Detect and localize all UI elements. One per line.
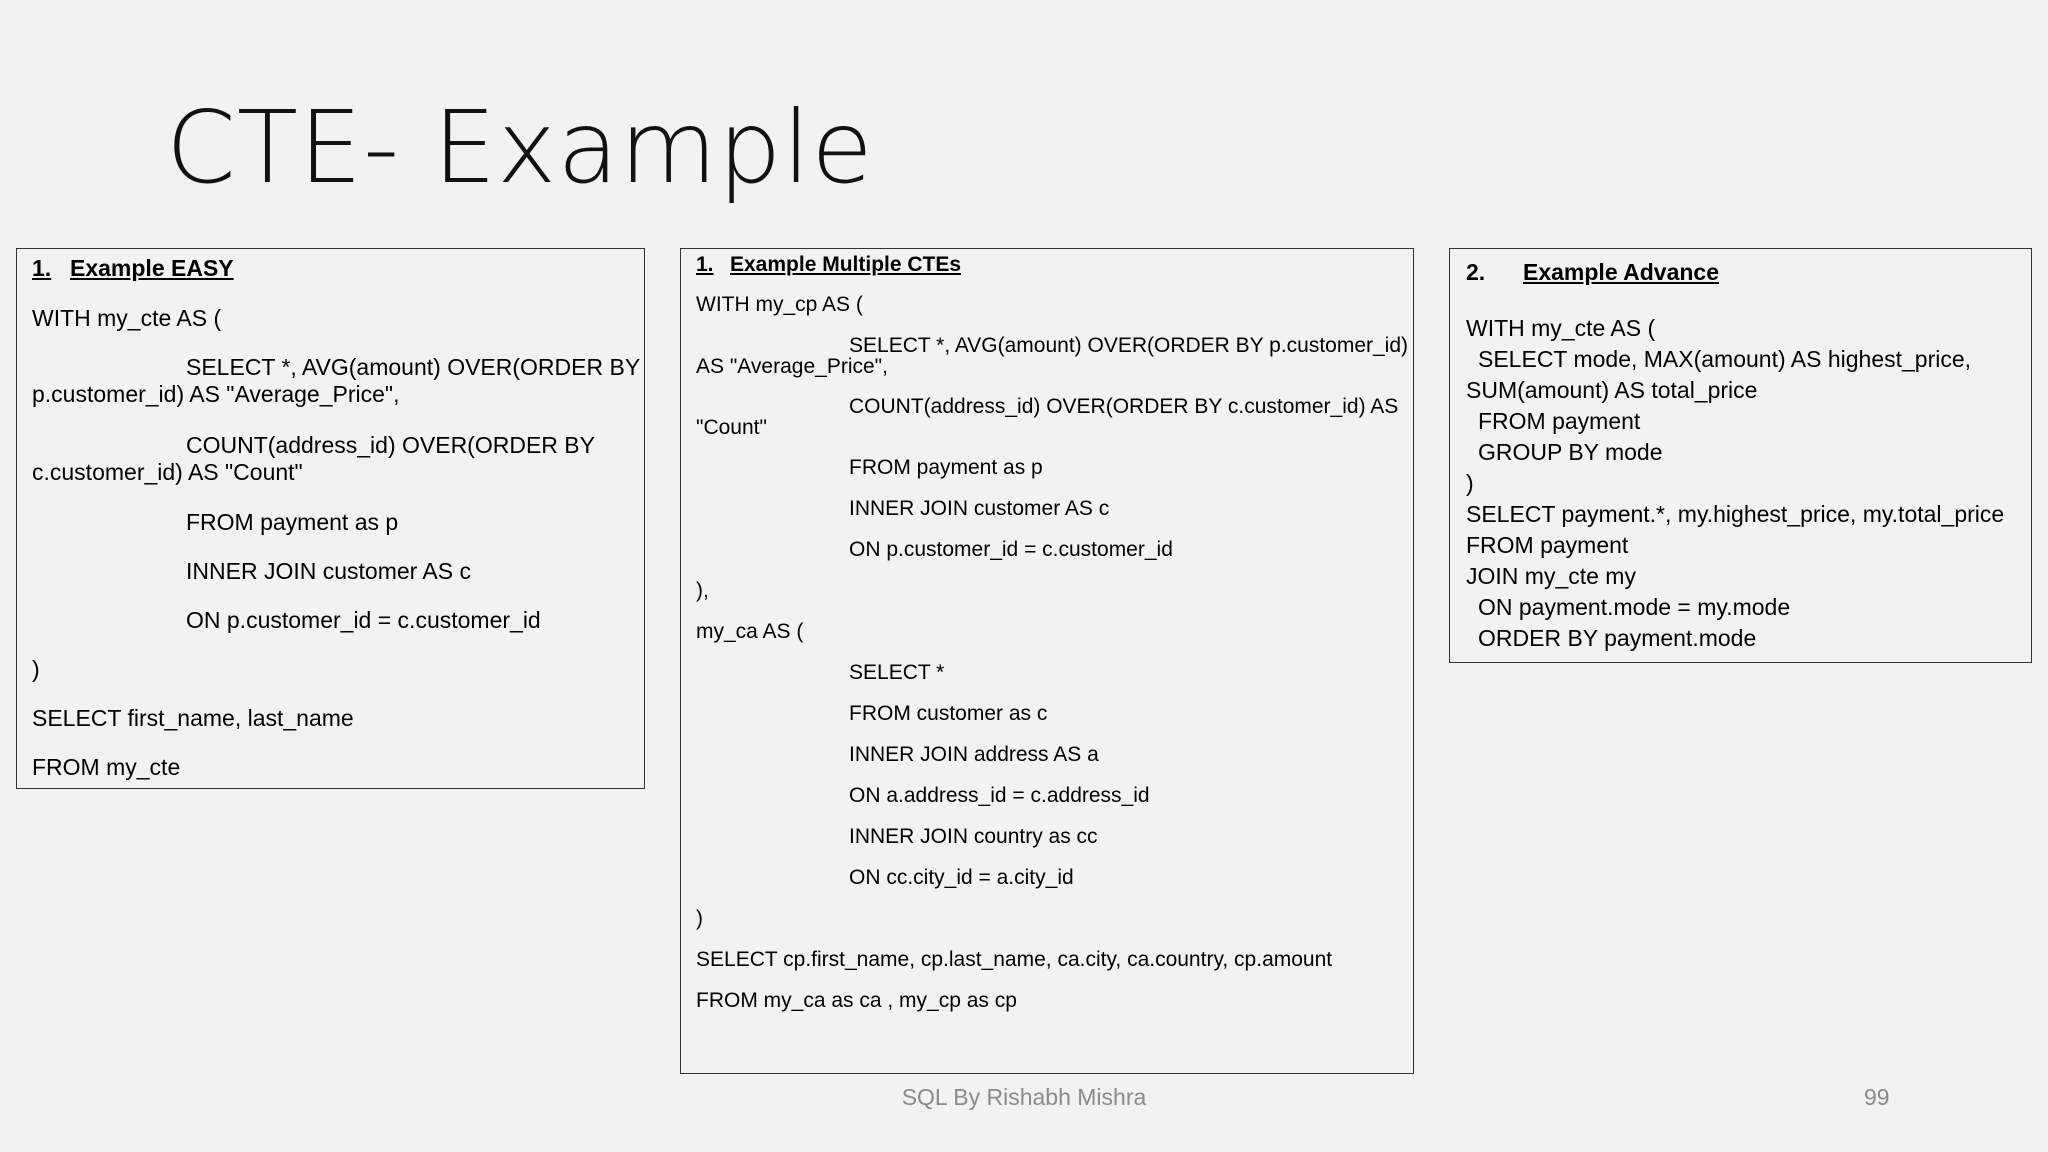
code-line: FROM payment as p: [186, 509, 399, 535]
code-line: c.customer_id) AS "Count": [32, 459, 303, 485]
code-line: SELECT *: [849, 661, 945, 684]
code-line: INNER JOIN customer AS c: [186, 558, 472, 584]
code-line: SELECT *, AVG(amount) OVER(ORDER BY: [186, 354, 641, 380]
code-line: COUNT(address_id) OVER(ORDER BY: [186, 432, 595, 458]
code-line: SELECT *, AVG(amount) OVER(ORDER BY p.customer_id): [849, 334, 1409, 357]
box3-heading: Example Advance: [1523, 259, 1720, 285]
code-line: WITH my_cte AS (: [32, 305, 222, 331]
code-line: AS "Average_Price",: [696, 355, 888, 378]
slide-footer: SQL By Rishabh Mishra: [901, 1084, 1147, 1110]
box1-heading: Example EASY: [70, 255, 234, 281]
code-line: INNER JOIN country as cc: [849, 825, 1098, 848]
code-line: FROM payment: [1466, 532, 1629, 558]
box2-heading: Example Multiple CTEs: [730, 253, 962, 276]
box3-heading-number: 2.: [1466, 259, 1486, 285]
code-line: WITH my_cte AS (: [1466, 315, 1656, 341]
code-line: ): [1466, 470, 1474, 496]
code-line: ON cc.city_id = a.city_id: [849, 866, 1074, 889]
box1-heading-number: 1.: [32, 255, 52, 281]
code-line: SELECT cp.first_name, cp.last_name, ca.city, ca.country, cp.amount: [696, 948, 1333, 971]
code-line: ORDER BY payment.mode: [1478, 625, 1757, 651]
code-line: p.customer_id) AS "Average_Price",: [32, 381, 400, 407]
code-line: INNER JOIN customer AS c: [849, 497, 1110, 520]
code-line: ): [696, 907, 703, 930]
code-line: ON p.customer_id = c.customer_id: [849, 538, 1173, 561]
code-line: JOIN my_cte my: [1466, 563, 1636, 589]
code-line: SELECT first_name, last_name: [32, 705, 354, 731]
code-line: FROM my_cte: [32, 754, 181, 780]
page-number: 99: [1864, 1084, 1890, 1110]
code-line: ),: [696, 579, 709, 602]
code-line: FROM my_ca as ca , my_cp as cp: [696, 989, 1017, 1012]
example-multiple-ctes-box: [680, 248, 1414, 1074]
code-line: SELECT mode, MAX(amount) AS highest_price,: [1478, 346, 1972, 372]
code-line: COUNT(address_id) OVER(ORDER BY c.customer_id) AS: [849, 395, 1399, 418]
code-line: ): [32, 656, 40, 682]
code-line: WITH my_cp AS (: [696, 293, 863, 316]
example-advance-box: [1449, 248, 2032, 663]
code-line: FROM customer as c: [849, 702, 1048, 725]
code-line: FROM payment: [1478, 408, 1641, 434]
slide-title: CTE- Example: [166, 89, 874, 206]
code-line: "Count": [696, 416, 767, 439]
code-line: FROM payment as p: [849, 456, 1043, 479]
code-line: ON a.address_id = c.address_id: [849, 784, 1150, 807]
code-line: ON payment.mode = my.mode: [1478, 594, 1791, 620]
code-line: INNER JOIN address AS a: [849, 743, 1099, 766]
code-line: SELECT payment.*, my.highest_price, my.total_price: [1466, 501, 2005, 527]
code-line: GROUP BY mode: [1478, 439, 1663, 465]
example-easy-box: [16, 248, 645, 789]
box2-heading-number: 1.: [696, 253, 714, 276]
code-line: my_ca AS (: [696, 620, 804, 643]
code-line: ON p.customer_id = c.customer_id: [186, 607, 541, 633]
code-line: SUM(amount) AS total_price: [1466, 377, 1758, 403]
